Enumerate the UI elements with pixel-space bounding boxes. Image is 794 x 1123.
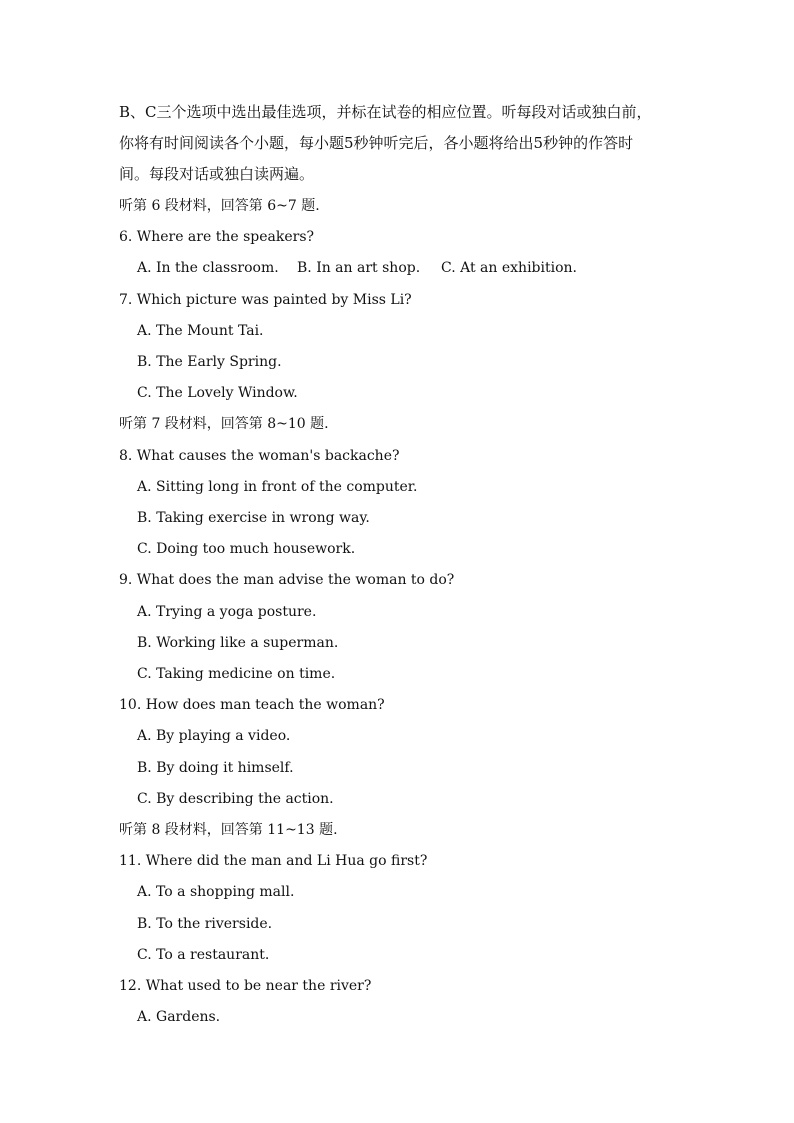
option-a: A. The Mount Tai. bbox=[137, 323, 264, 339]
option-a: A. Sitting long in front of the computer. bbox=[137, 479, 418, 495]
option-b: B. The Early Spring. bbox=[137, 354, 282, 370]
instructions-line-3: 间。每段对话或独白读两遍。 bbox=[119, 165, 315, 183]
question-12: 12. What used to be near the river? bbox=[119, 978, 372, 994]
option-b: B. Working like a superman. bbox=[137, 635, 339, 651]
option-a: A. Gardens. bbox=[137, 1009, 221, 1025]
question-11: 11. Where did the man and Li Hua go first? bbox=[119, 853, 428, 869]
section-heading-6: 听第 6 段材料，回答第 6~7 题. bbox=[119, 198, 320, 214]
question-6: 6. Where are the speakers? bbox=[119, 229, 315, 245]
instructions-line-1: B、C三个选项中选出最佳选项，并标在试卷的相应位置。听每段对话或独白前， bbox=[119, 103, 652, 121]
option-c: C. The Lovely Window. bbox=[137, 385, 298, 401]
question-9: 9. What does the man advise the woman to do? bbox=[119, 572, 455, 588]
section-heading-7: 听第 7 段材料，回答第 8~10 题. bbox=[119, 416, 329, 432]
option-a: A. By playing a video. bbox=[137, 728, 291, 744]
option-b: B. In an art shop. bbox=[297, 260, 421, 276]
question-8: 8. What causes the woman's backache? bbox=[119, 448, 400, 464]
option-c: C. Taking medicine on time. bbox=[137, 666, 336, 682]
question-7: 7. Which picture was painted by Miss Li? bbox=[119, 292, 412, 308]
option-c: C. By describing the action. bbox=[137, 791, 334, 807]
option-a: A. To a shopping mall. bbox=[137, 884, 295, 900]
option-a: A. In the classroom. bbox=[137, 260, 279, 276]
option-c: C. To a restaurant. bbox=[137, 947, 270, 963]
option-a: A. Trying a yoga posture. bbox=[137, 604, 317, 620]
instructions-line-2: 你将有时间阅读各个小题，每小题5秒钟听完后，各小题将给出5秒钟的作答时 bbox=[119, 134, 634, 152]
option-c: C. At an exhibition. bbox=[441, 260, 577, 276]
option-c: C. Doing too much housework. bbox=[137, 541, 356, 557]
option-b: B. To the riverside. bbox=[137, 916, 273, 932]
option-b: B. Taking exercise in wrong way. bbox=[137, 510, 370, 526]
option-b: B. By doing it himself. bbox=[137, 760, 294, 776]
section-heading-8: 听第 8 段材料，回答第 11~13 题. bbox=[119, 822, 338, 838]
question-10: 10. How does man teach the woman? bbox=[119, 697, 385, 713]
